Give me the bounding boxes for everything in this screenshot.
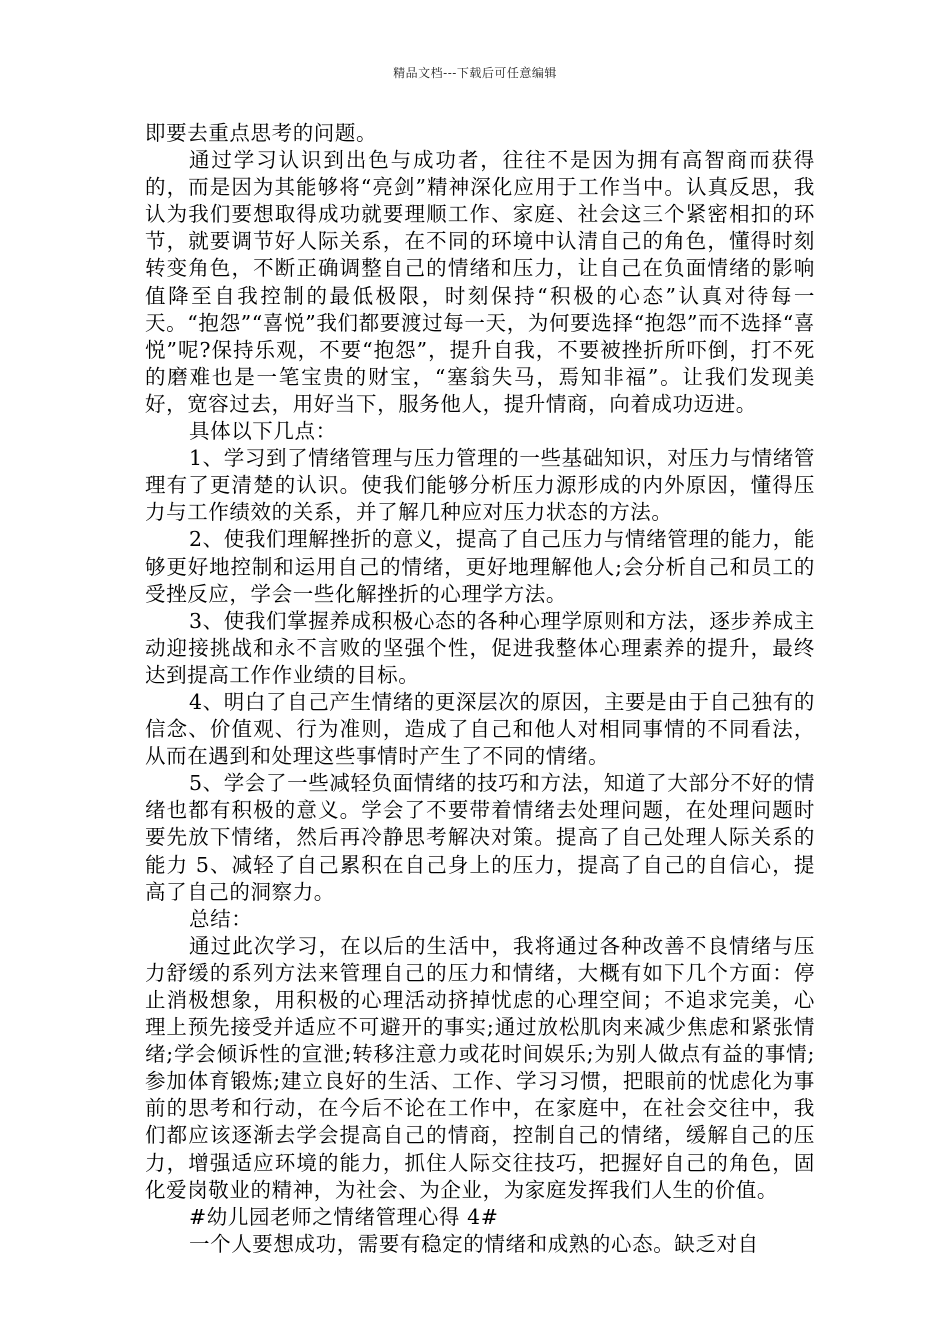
- paragraph-reflection: 通过学习认识到出色与成功者，往往不是因为拥有高智商而获得的，而是因为其能够将“亮剑”精神深化应用于工作当中。认真反思，我认为我们要想取得成功就要理顺工作、家庭、社会这三个紧密相扣的环节，就要调节好人际关系，在不同的环境中认清自己的角色，懂得时刻转变角色，不断正确调整自己的情绪和压力，让自己在负面情绪的影响值降至自我控制的最低极限，时刻保持“积极的心态”认真对待每一天。“抱怨”“喜悦”我们都要渡过每一天，为何要选择“抱怨”而不选择“喜悦”呢?保持乐观，不要“抱怨”，提升自我，不要被挫折所吓倒，打不死的磨难也是一笔宝贵的财宝，“塞翁失马，焉知非福”。让我们发现美好，宽容过去，用好当下，服务他人，提升情商，向着成功迈进。: [145, 148, 815, 416]
- document-body: [145, 120, 815, 1258]
- paragraph-continuation: 即要去重点思考的问题。: [145, 121, 378, 145]
- paragraph-section-start: 一个人要想成功，需要有稳定的情绪和成熟的心态。缺乏对自: [189, 1231, 759, 1256]
- paragraph-point-3: 3、使我们掌握养成积极心态的各种心理学原则和方法，逐步养成主动迎接挑战和永不言败的坚强个性，促进我整体心理素养的提升，最终达到提高工作作业绩的目标。: [145, 608, 815, 687]
- paragraph-points-intro: 具体以下几点：: [189, 419, 337, 444]
- section-heading: #幼儿园老师之情绪管理心得 4#: [189, 1204, 499, 1229]
- paragraph-summary-heading: 总结：: [189, 906, 253, 931]
- page-header: 精品文档---下载后可任意编辑: [393, 66, 557, 80]
- paragraph-point-1: 1、学习到了情绪管理与压力管理的一些基础知识，对压力与情绪管理有了更清楚的认识。使我们能够分析压力源形成的内外原因，懂得压力与工作绩效的关系，并了解几种应对压力状态的方法。: [145, 446, 815, 525]
- paragraph-summary: 通过此次学习，在以后的生活中，我将通过各种改善不良情绪与压力舒缓的系列方法来管理自己的压力和情绪，大概有如下几个方面：停止消极想象，用积极的心理活动挤掉忧虑的心理空间；不追求完美，心理上预先接受并适应不可避开的事实;通过放松肌肉来减少焦虑和紧张情绪;学会倾诉性的宣泄;转移注意力或花时间娱乐;为别人做点有益的事情;参加体育锻炼;建立良好的生活、工作、学习习惯，把眼前的忧虑化为事前的思考和行动，在今后不论在工作中，在家庭中，在社会交往中，我们都应该逐渐去学会提高自己的情商，控制自己的情绪，缓解自己的压力，增强适应环境的能力，抓住人际交往技巧，把握好自己的角色，固化爱岗敬业的精神，为社会、为企业，为家庭发挥我们人生的价值。: [145, 933, 815, 1202]
- paragraph-point-4: 4、明白了自己产生情绪的更深层次的原因，主要是由于自己独有的信念、价值观、行为准则，造成了自己和他人对相同事情的不同看法，从而在遇到和处理这些事情时产生了不同的情绪。: [145, 689, 815, 769]
- paragraph-point-5: 5、学会了一些减轻负面情绪的技巧和方法，知道了大部分不好的情绪也都有积极的意义。学会了不要带着情绪去处理问题，在处理问题时要先放下情绪，然后再冷静思考解决对策。提高了自己处理人际关系的能力 5、减轻了自己累积在自己身上的压力，提高了自己的自信心，提高了自己的洞察力。: [145, 771, 815, 904]
- paragraph-point-2: 2、使我们理解挫折的意义，提高了自己压力与情绪管理的能力，能够更好地控制和运用自己的情绪，更好地理解他人;会分析自己和员工的受挫反应，学会一些化解挫折的心理学方法。: [145, 527, 815, 606]
